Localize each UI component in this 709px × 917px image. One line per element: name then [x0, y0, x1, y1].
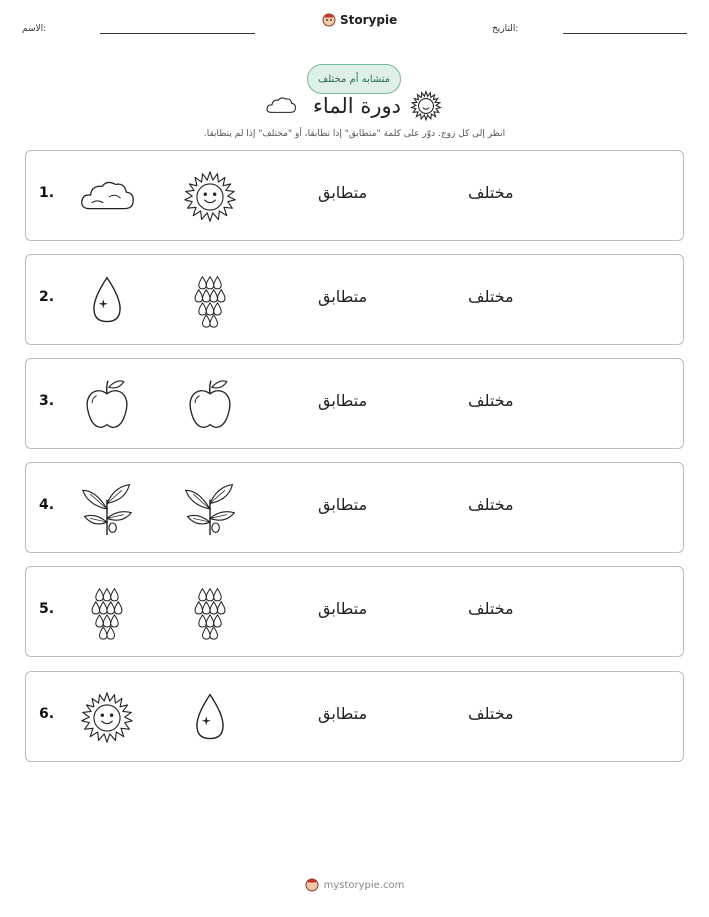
match-row — [25, 671, 684, 762]
apple-icon — [181, 377, 239, 433]
different-option[interactable]: مختلف — [468, 599, 514, 618]
instructions: انظر إلى كل زوج. دوّر على كلمة "متطابق" إذا تطابقا، أو "مختلف" إذا لم يتطابقا. — [203, 129, 506, 139]
same-option[interactable]: متطابق — [318, 391, 368, 410]
brand-logo — [322, 13, 397, 27]
row-number: 5. — [39, 601, 55, 617]
same-option[interactable]: متطابق — [318, 287, 368, 306]
apple-icon — [78, 377, 136, 433]
same-option[interactable]: متطابق — [318, 183, 368, 202]
match-row — [25, 462, 684, 553]
name-line[interactable] — [100, 33, 255, 34]
topic-badge: متشابه أم مختلف — [307, 64, 401, 94]
title-row — [0, 90, 709, 126]
raindrops-icon — [78, 585, 136, 641]
sun-icon — [78, 690, 136, 746]
different-option[interactable]: مختلف — [468, 495, 514, 514]
row-number: 4. — [39, 497, 55, 513]
storypie-mascot-icon — [305, 878, 319, 892]
sun-icon — [181, 169, 239, 225]
name-label: الاسم: — [22, 24, 47, 34]
row-number: 1. — [39, 185, 55, 201]
sun-icon — [410, 90, 442, 122]
row-number: 2. — [39, 289, 55, 305]
page-title: دورة الماء — [313, 94, 401, 118]
raindrops-icon — [181, 273, 239, 329]
cloud-icon — [265, 95, 297, 117]
date-line[interactable] — [563, 33, 687, 34]
raindrops-icon — [181, 585, 239, 641]
row-number: 6. — [39, 706, 55, 722]
footer — [0, 878, 709, 892]
different-option[interactable]: مختلف — [468, 183, 514, 202]
match-row — [25, 358, 684, 449]
worksheet-header — [0, 10, 709, 40]
match-row — [25, 254, 684, 345]
different-option[interactable]: مختلف — [468, 391, 514, 410]
match-row — [25, 566, 684, 657]
different-option[interactable]: مختلف — [468, 704, 514, 723]
plant-icon — [181, 481, 239, 537]
same-option[interactable]: متطابق — [318, 495, 368, 514]
same-option[interactable]: متطابق — [318, 599, 368, 618]
storypie-mascot-icon — [322, 13, 336, 27]
same-option[interactable]: متطابق — [318, 704, 368, 723]
plant-icon — [78, 481, 136, 537]
cloud-icon — [78, 169, 136, 225]
footer-url: mystorypie.com — [323, 879, 405, 891]
water-drop-icon — [181, 690, 239, 746]
match-row — [25, 150, 684, 241]
row-number: 3. — [39, 393, 55, 409]
different-option[interactable]: مختلف — [468, 287, 514, 306]
brand-name: Storypie — [340, 13, 398, 27]
date-label: التاريخ: — [492, 24, 519, 34]
water-drop-icon — [78, 273, 136, 329]
